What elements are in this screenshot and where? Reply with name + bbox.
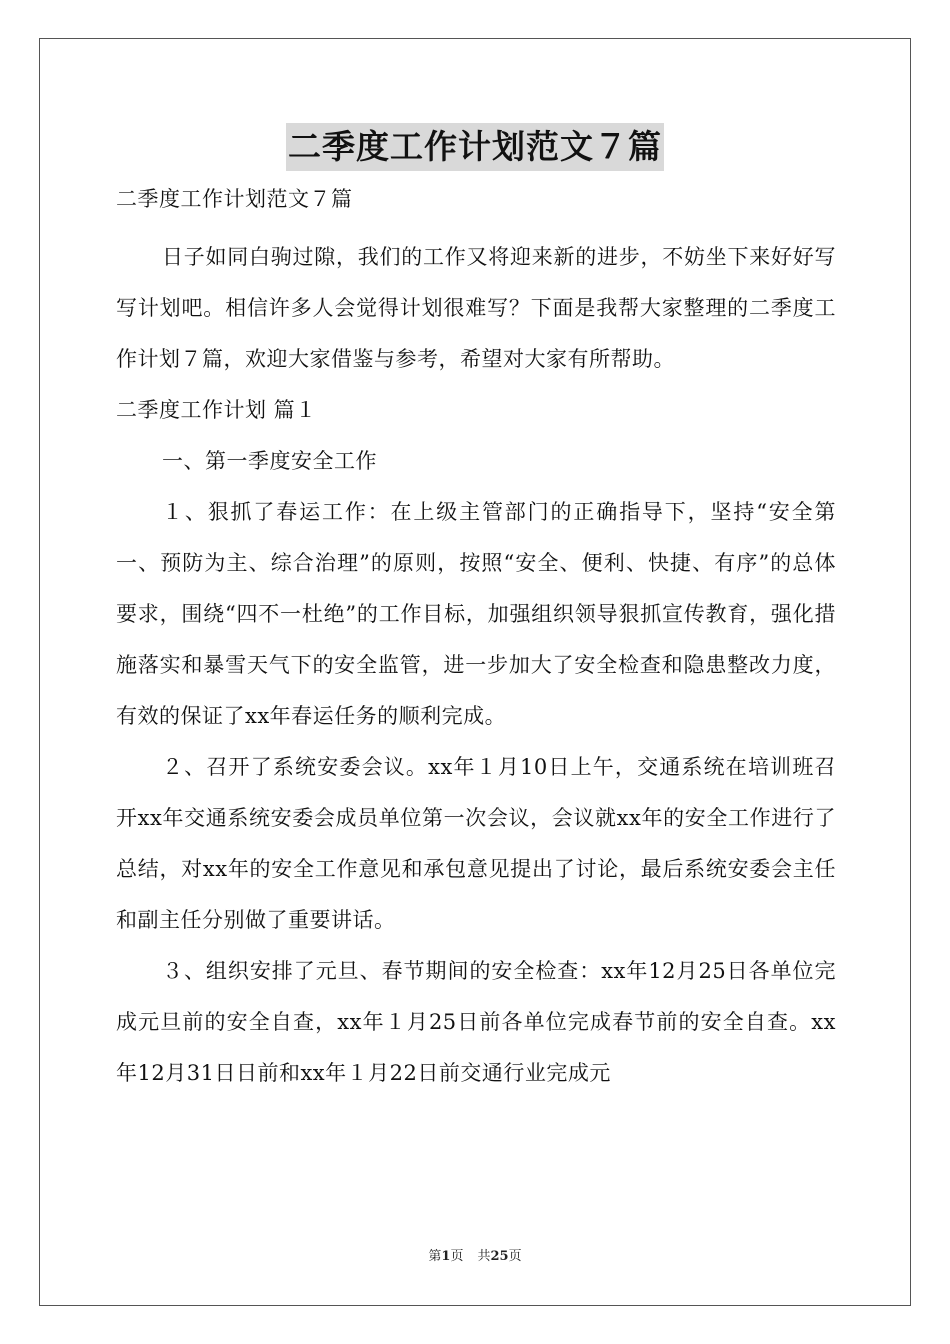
total-page-count: 25: [490, 1249, 509, 1264]
document-subtitle: 二季度工作计划范文７篇: [116, 187, 353, 211]
current-page-number: 1: [441, 1249, 451, 1264]
body-paragraph: ２、召开了系统安委会议。xx年１月10日上午，交通系统在培训班召开xx年交通系统安委会成员单位第一次会议，会议就xx年的安全工作进行了总结，对xx年的安全工作意见和承包意见提出了讨论，最后系统安委会主任和副主任分别做了重要讲话。: [116, 755, 836, 932]
section-heading: 二季度工作计划 篇１: [116, 398, 317, 422]
document-body: [116, 181, 836, 1099]
footer-total-prefix: 共: [477, 1249, 491, 1264]
document-title: 二季度工作计划范文７篇: [286, 123, 664, 171]
footer-page-suffix: 页: [450, 1249, 464, 1264]
title-container: [0, 123, 950, 171]
footer-prefix: 第: [428, 1249, 442, 1264]
footer-total-suffix: 页: [508, 1249, 522, 1264]
body-paragraph: １、狠抓了春运工作：在上级主管部门的正确指导下，坚持“安全第一、预防为主、综合治理”的原则，按照“安全、便利、快捷、有序”的总体要求，围绕“四不一杜绝”的工作目标，加强组织领导狠抓宣传教育，强化措施落实和暴雪天气下的安全监管，进一步加大了安全检查和隐患整改力度，有效的保证了xx年春运任务的顺利完成。: [116, 500, 836, 728]
page-footer: [0, 1245, 950, 1264]
intro-paragraph: 日子如同白驹过隙，我们的工作又将迎来新的进步，不妨坐下来好好写写计划吧。相信许多人会觉得计划很难写？下面是我帮大家整理的二季度工作计划７篇，欢迎大家借鉴与参考，希望对大家有所帮助。: [116, 245, 836, 371]
subsection-heading: 一、第一季度安全工作: [162, 449, 377, 473]
body-paragraph: ３、组织安排了元旦、春节期间的安全检查：xx年12月25日各单位完成元旦前的安全自查，xx年１月25日前各单位完成春节前的安全自查。xx年12月31日日前和xx年１月22日前交通行业完成元: [116, 959, 836, 1085]
